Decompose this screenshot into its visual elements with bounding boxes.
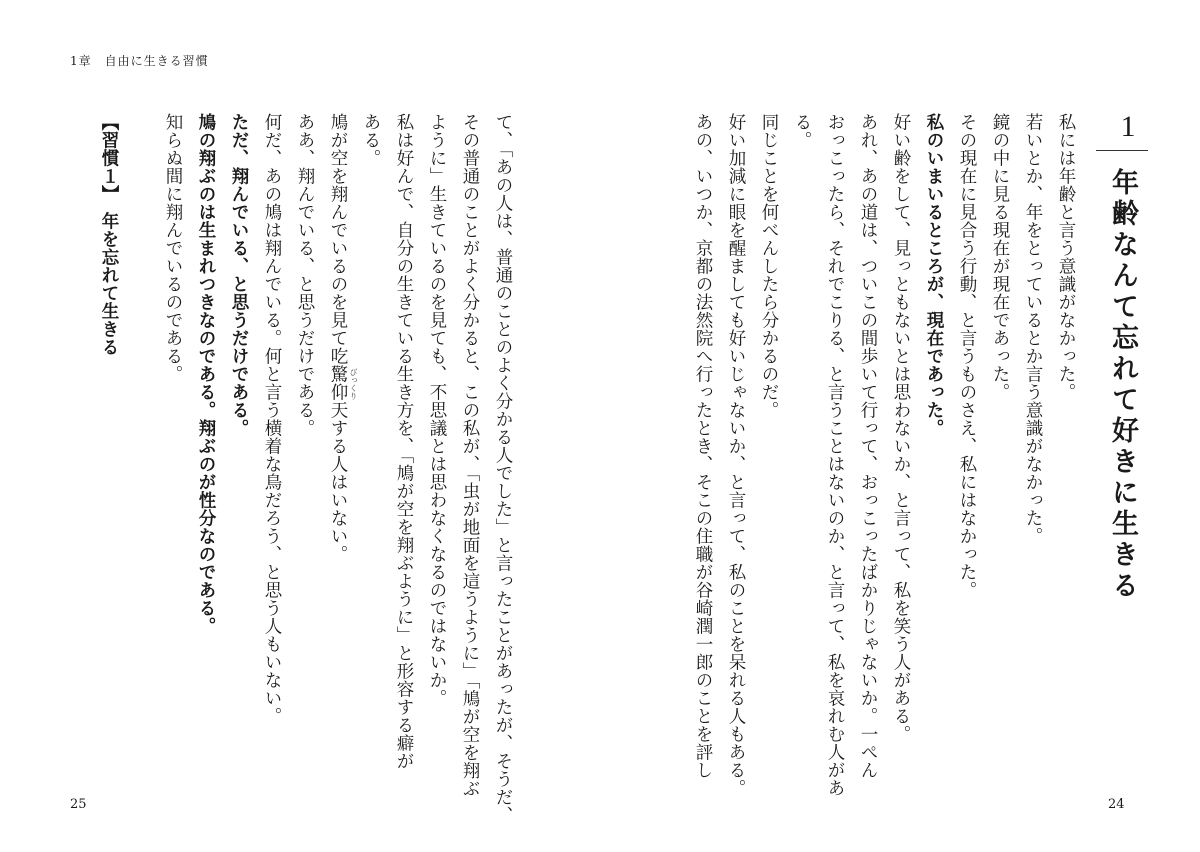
paragraph-line: あれ、あの道は、ついこの間歩いて行って、おっこったばかりじゃないか。一ぺん <box>858 113 878 779</box>
paragraph-line: 私には年齢と言う意識がなかった。 <box>1056 113 1076 401</box>
chapter-number: 1 <box>1120 110 1136 143</box>
paragraph-line: ように」生きているのを見ても、不思議とは思わなくなるのではないか。 <box>427 113 447 707</box>
paragraph-line: て、「あの人は、普通のことのよく分かる人でした」と言ったことがあったが、そうだ、 <box>493 113 513 825</box>
paragraph-line: ある。 <box>361 113 381 167</box>
paragraph-line: その普通のことがよく分かると、この私が、「虫が地面を這うように」「鳩が空を翔ぶ <box>460 113 480 798</box>
paragraph-line: 鳩が空を翔んでいるのを見て吃驚仰天する人はいない。 <box>328 113 348 563</box>
paragraph-line-bold: 鳩の翔ぶのは生まれつきなのである。翔ぶのが性分なのである。 <box>196 113 216 635</box>
page-number-right: 24 <box>1108 797 1125 812</box>
paragraph-line: 好い齢をして、見っともないとは思わないか、と言って、私を笑う人がある。 <box>891 113 911 743</box>
chapter-title: 年齢なんて忘れて好きに生きる <box>1107 168 1138 602</box>
paragraph-line: 若いとか、年をとっているとか言う意識がなかった。 <box>1023 113 1043 545</box>
paragraph-line: 何だ、あの鳩は翔んでいる。何と言う横着な鳥だろう、と思う人もいない。 <box>262 113 282 725</box>
page-number-left: 25 <box>70 797 87 812</box>
paragraph-line: 同じことを何べんしたら分かるのだ。 <box>759 113 779 419</box>
paragraph-line: 好い加減に眼を醒ましても好いじゃないか、と言って、私のことを呆れる人もある。 <box>726 113 746 797</box>
paragraph-line-bold: ただ、翔んでいる、と思うだけである。 <box>229 113 249 437</box>
paragraph-line: ああ、翔んでいる、と思うだけである。 <box>295 113 315 437</box>
running-head: 1章 自由に生きる習慣 <box>70 54 209 68</box>
chapter-rule <box>1096 150 1148 151</box>
paragraph-line: 知らぬ間に翔んでいるのである。 <box>163 113 183 383</box>
paragraph-line: おっこったら、それでこりる、と言うことはないのか、と言って、私を哀れむ人があ <box>825 113 845 797</box>
habit-heading: 【習慣１】 年を忘れて生きる <box>99 113 119 357</box>
paragraph-line: その現在に見合う行動、と言うものさえ、私にはなかった。 <box>957 113 977 599</box>
paragraph-line: る。 <box>792 113 812 149</box>
furigana: びっくり <box>349 368 358 400</box>
paragraph-line: 私は好んで、自分の生きている生き方を、「鳩が空を翔ぶように」と形容する癖が <box>394 113 414 771</box>
paragraph-line-bold: 私のいまいるところが、現在であった。 <box>924 113 944 437</box>
paragraph-line: 鏡の中に見る現在が現在であった。 <box>990 113 1010 401</box>
paragraph-line: あの、いつか、京都の法然院へ行ったとき、そこの住職が谷崎潤一郎のことを評し <box>693 113 713 779</box>
